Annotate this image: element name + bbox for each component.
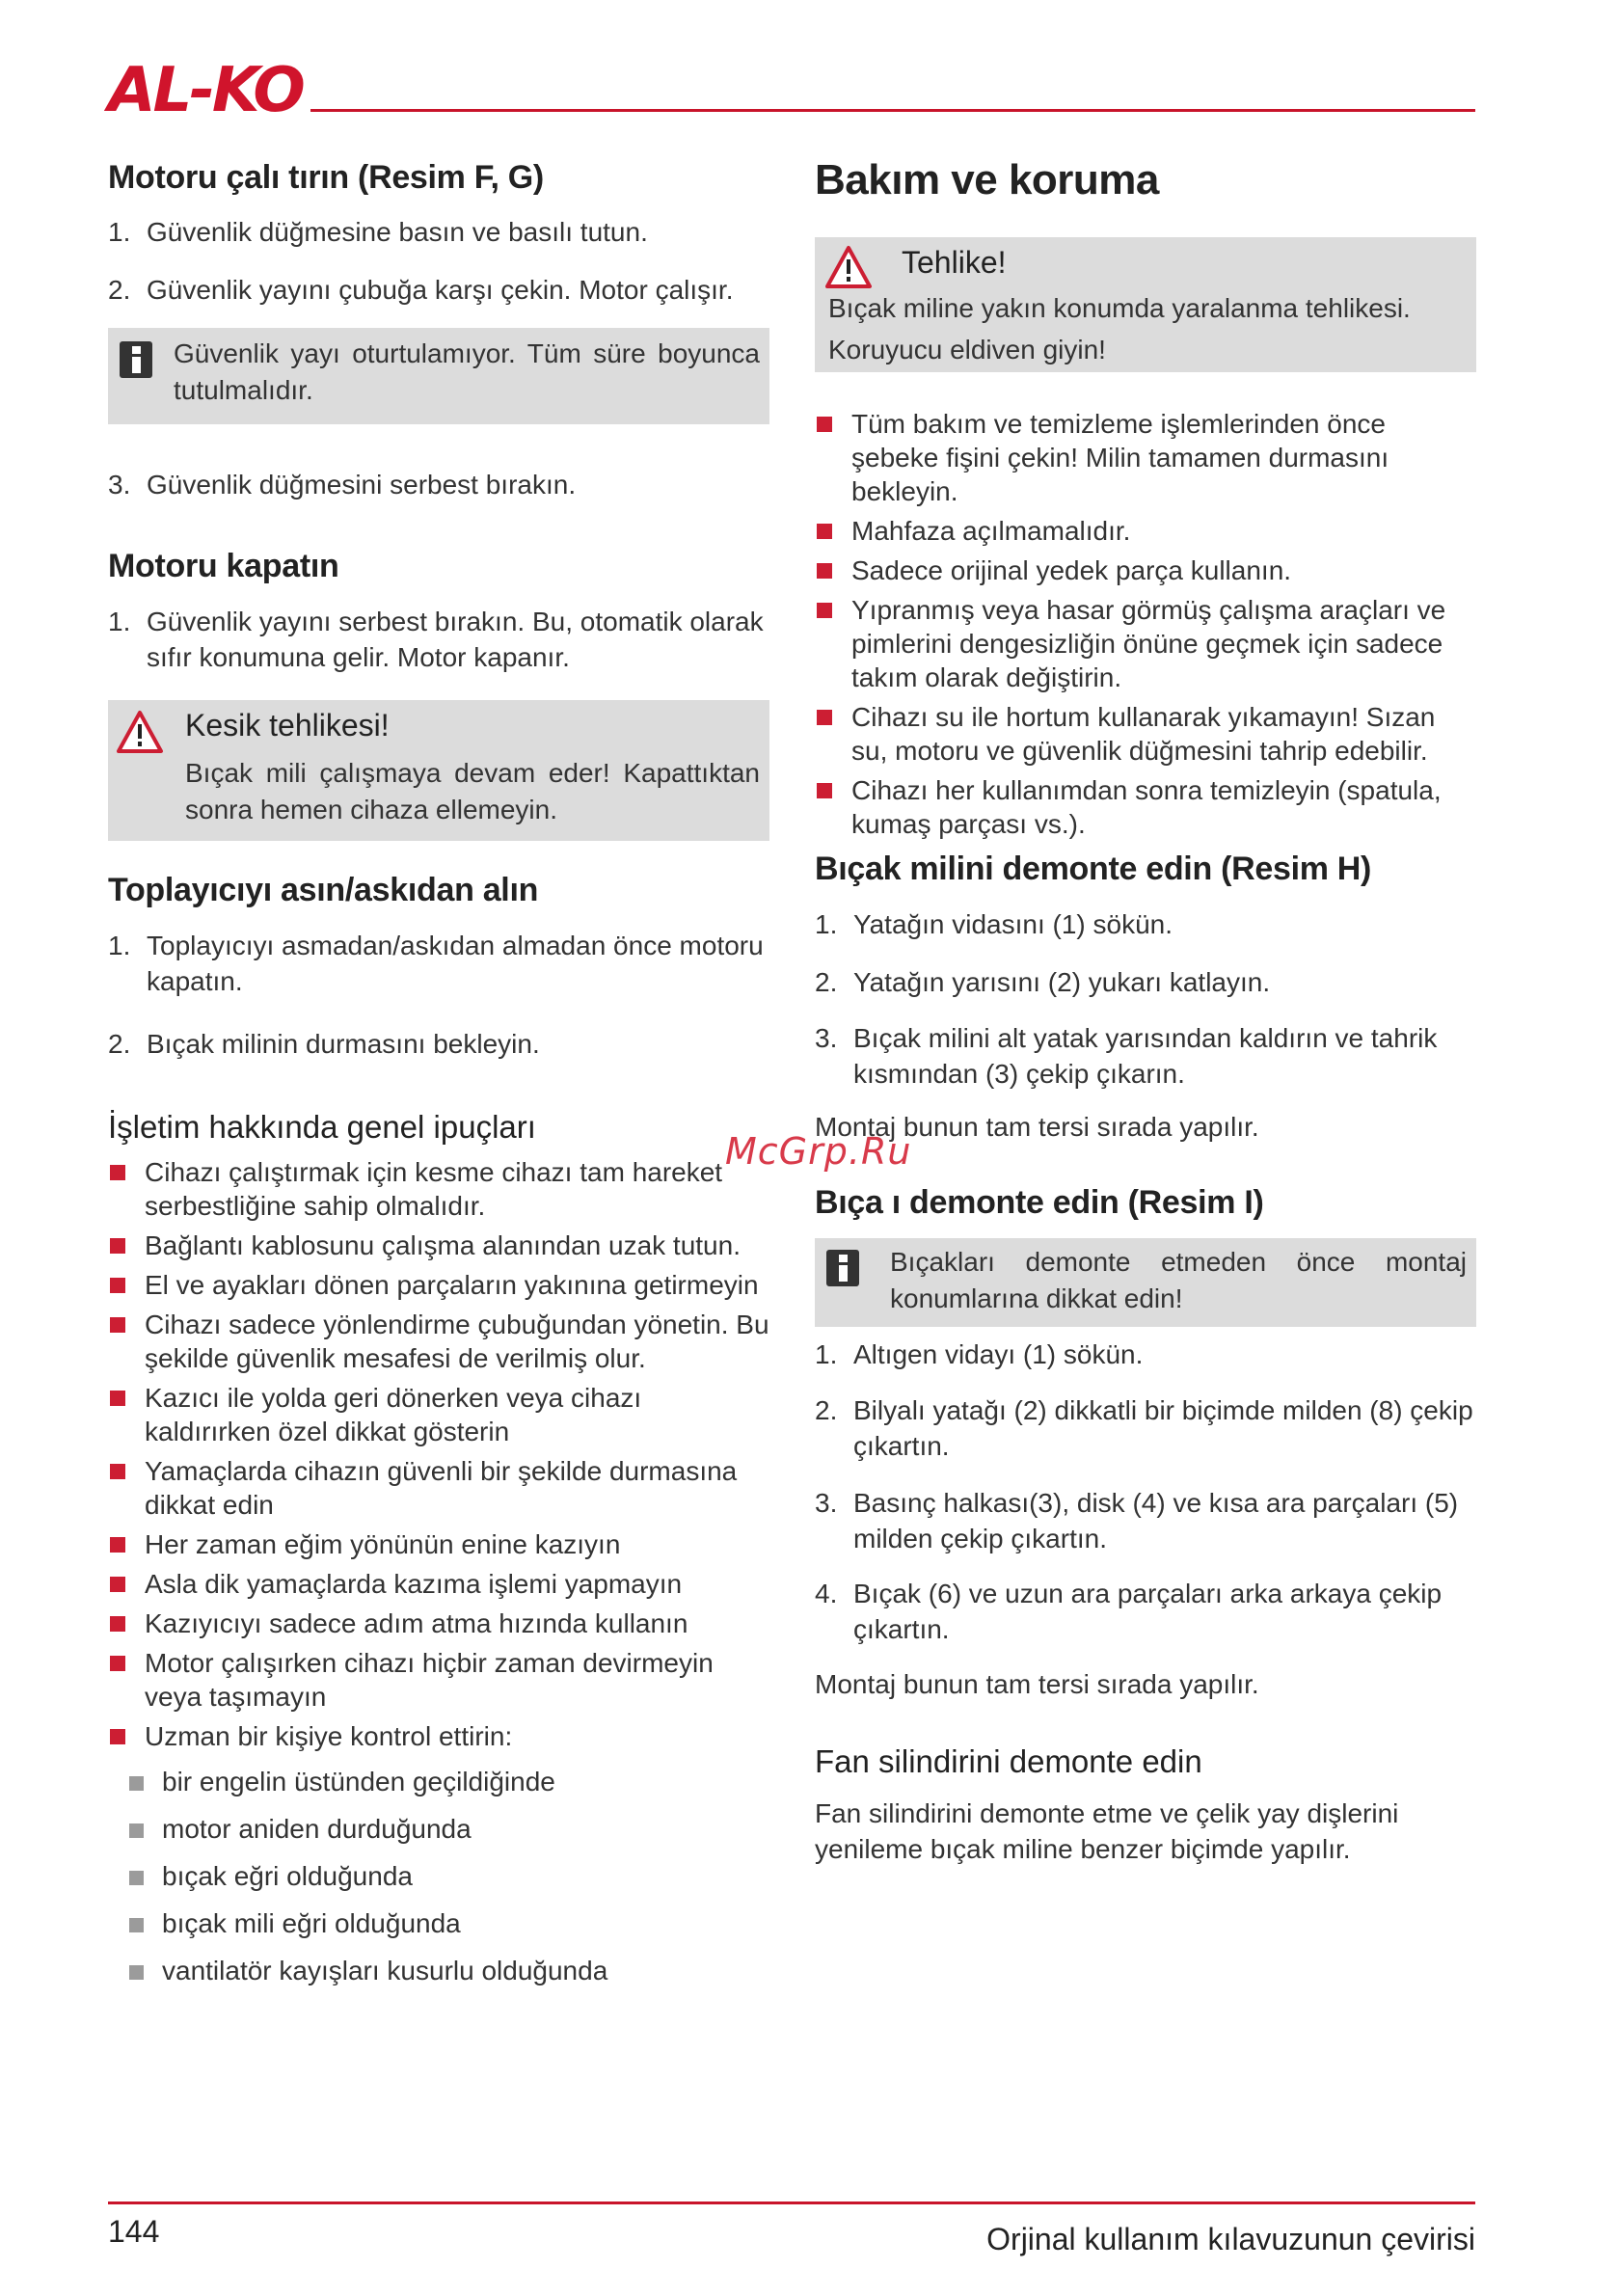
collector-step-2: 2. Bıçak milinin durmasını bekleyin.: [108, 1029, 540, 1059]
danger-line-1: Bıçak miline yakın konumda yaralanma tehlikesi.: [828, 293, 1411, 323]
list-item: Cihazı sadece yönlendirme çubuğundan yönetin. Bu şekilde güvenlik mesafesi de verilmiş olur.: [108, 1308, 769, 1375]
danger-title: Tehlike!: [902, 245, 1007, 280]
collector-section: [108, 872, 769, 909]
blade-note: Montaj bunun tam tersi sırada yapılır.: [815, 1669, 1259, 1699]
start-step-1: 1. Güvenlik düğmesine basın ve basılı tutun.: [108, 217, 648, 247]
info-box-blade: [815, 1238, 1476, 1327]
info-box-safety-spring: [108, 328, 769, 424]
start-step-2: 2. Güvenlik yayını çubuğa karşı çekin. Motor çalışır.: [108, 275, 734, 305]
list-item: Asla dik yamaçlarda kazıma işlemi yapmayın: [108, 1567, 769, 1601]
list-item: Yıpranmış veya hasar görmüş çalışma araçları ve pimlerini dengesizliğin önüne geçmek için sadece takım olarak değiştirin.: [815, 593, 1476, 694]
warning-triangle-icon: [824, 245, 873, 289]
shaft-step-2: 2. Yatağın yarısını (2) yukarı katlayın.: [815, 967, 1271, 997]
tips-section: [108, 1109, 769, 1146]
warning-triangle-icon: [116, 710, 164, 754]
blade-heading: Bıça ı demonte edin (Resim I): [815, 1184, 1264, 1221]
start-step-3: 3. Güvenlik düğmesini serbest bırakın.: [108, 470, 577, 500]
collector-step-1: 1. Toplayıcıyı asmadan/askıdan almadan önce motoru kapatın.: [108, 931, 764, 996]
list-item: Cihazı su ile hortum kullanarak yıkamayın! Sızan su, motoru ve güvenlik düğmesini tahrip edebilir.: [815, 700, 1476, 768]
alko-logo: AL-KO: [108, 55, 303, 126]
info-text: Güvenlik yayı oturtulamıyor. Tüm süre boyunca tutulmalıdır.: [174, 338, 760, 405]
blade-step-4: 4. Bıçak (6) ve uzun ara parçaları arka arkaya çekip çıkartın.: [815, 1579, 1443, 1644]
blade-step-1: 1. Altıgen vidayı (1) sökün.: [815, 1339, 1144, 1369]
warning-box-cut: [108, 700, 769, 841]
list-item: Tüm bakım ve temizleme işlemlerinden önce şebeke fişini çekin! Milin tamamen durmasını bekleyin.: [815, 407, 1476, 508]
stop-motor-section: [108, 548, 769, 585]
shaft-section: [815, 851, 1476, 888]
list-item: Kazıyıcıyı sadece adım atma hızında kullanın: [108, 1607, 769, 1640]
list-item: Sadece orijinal yedek parça kullanın.: [815, 554, 1476, 587]
stop-step-1: 1. Güvenlik yayını serbest bırakın. Bu, otomatik olarak sıfır konumuna gelir. Motor kapanır.: [108, 607, 764, 672]
stop-motor-heading: Motoru kapatın: [108, 548, 339, 584]
maintenance-section: [815, 156, 1476, 204]
tips-heading: İşletim hakkında genel ipuçları: [108, 1109, 536, 1145]
info-icon: [120, 341, 152, 378]
maintenance-list: [815, 407, 1476, 847]
blade-step-2: 2. Bilyalı yatağı (2) dikkatli bir biçimde milden (8) çekip çıkartın.: [815, 1395, 1473, 1461]
sub-list-item: bıçak mili eğri olduğunda: [108, 1906, 769, 1940]
watermark: McGrp.Ru: [725, 1130, 912, 1173]
info-text: Bıçakları demonte etmeden önce montaj konumlarına dikkat edin!: [890, 1247, 1467, 1313]
warning-title: Kesik tehlikesi!: [185, 708, 390, 743]
start-motor-heading: Motoru çalı tırın (Resim F, G): [108, 159, 544, 196]
blade-step-3: 3. Basınç halkası(3), disk (4) ve kısa ara parçaları (5) milden çekip çıkartın.: [815, 1488, 1459, 1553]
sub-list-item: bıçak eğri olduğunda: [108, 1859, 769, 1893]
fan-heading: Fan silindirini demonte edin: [815, 1743, 1202, 1779]
list-item: Motor çalışırken cihazı hiçbir zaman devirmeyin veya taşımayın: [108, 1646, 769, 1714]
info-icon: [826, 1250, 859, 1286]
list-item: Yamaçlarda cihazın güvenli bir şekilde durmasına dikkat edin: [108, 1454, 769, 1522]
fan-section: [815, 1743, 1476, 1780]
collector-heading: Toplayıcıyı asın/askıdan alın: [108, 872, 539, 908]
list-item: Cihazı çalıştırmak için kesme cihazı tam hareket serbestliğine sahip olmalıdır.: [108, 1155, 769, 1223]
fan-text: Fan silindirini demonte etme ve çelik yay dişlerini yenileme bıçak miline benzer biçimde yapılır.: [815, 1798, 1399, 1864]
list-item: Her zaman eğim yönünün enine kazıyın: [108, 1527, 769, 1561]
sub-list-item: motor aniden durduğunda: [108, 1812, 769, 1846]
footer-title: Orjinal kullanım kılavuzunun çevirisi: [986, 2222, 1475, 2256]
sub-list-item: vantilatör kayışları kusurlu olduğunda: [108, 1954, 769, 1987]
shaft-step-3: 3. Bıçak milini alt yatak yarısından kaldırın ve tahrik kısmından (3) çekip çıkarın.: [815, 1023, 1438, 1089]
warning-text: Bıçak mili çalışmaya devam eder! Kapattıktan sonra hemen cihaza ellemeyin.: [185, 758, 760, 824]
shaft-heading: Bıçak milini demonte edin (Resim H): [815, 851, 1372, 887]
list-item: Mahfaza açılmamalıdır.: [815, 514, 1476, 548]
list-item: El ve ayakları dönen parçaların yakınına getirmeyin: [108, 1268, 769, 1302]
list-item: Uzman bir kişiye kontrol ettirin:: [108, 1719, 769, 1753]
maintenance-heading: Bakım ve koruma: [815, 156, 1159, 203]
footer-rule: [108, 2201, 1475, 2204]
danger-line-2: Koruyucu eldiven giyin!: [828, 335, 1106, 365]
header-rule: [310, 109, 1475, 112]
tips-list: [108, 1155, 769, 2001]
list-item: Cihazı her kullanımdan sonra temizleyin (spatula, kumaş parçası vs.).: [815, 773, 1476, 841]
list-item: Kazıcı ile yolda geri dönerken veya cihazı kaldırırken özel dikkat gösterin: [108, 1381, 769, 1448]
start-motor-section: [108, 159, 769, 197]
shaft-step-1: 1. Yatağın vidasını (1) sökün.: [815, 909, 1173, 939]
danger-box: [815, 237, 1476, 372]
blade-section: [815, 1184, 1476, 1222]
list-item: Bağlantı kablosunu çalışma alanından uzak tutun.: [108, 1229, 769, 1262]
shaft-note: Montaj bunun tam tersi sırada yapılır.: [815, 1112, 1259, 1142]
page-number: 144: [108, 2214, 160, 2249]
sub-list-item: bir engelin üstünden geçildiğinde: [108, 1765, 769, 1798]
